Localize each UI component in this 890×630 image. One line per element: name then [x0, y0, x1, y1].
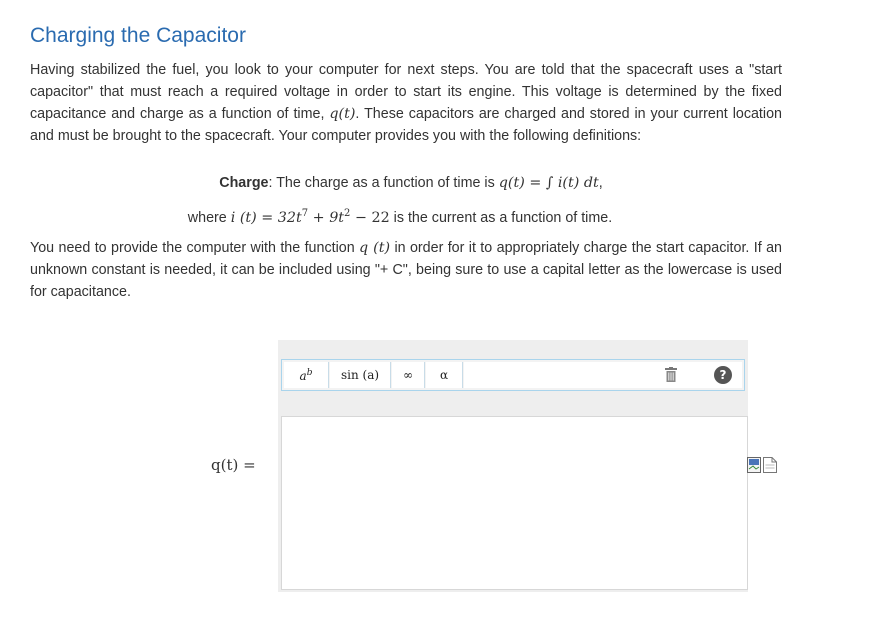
infinity-button[interactable]: ∞ [392, 362, 425, 388]
current-end: is the current as a function of time. [389, 209, 613, 226]
charge-math: q(t) = ∫ i(t) dt [498, 175, 599, 191]
toolbar-spacer [464, 362, 742, 388]
charge-label: Charge [219, 175, 269, 191]
intro-paragraph [30, 59, 782, 147]
intro-text-1: Having stabilized the fuel, you look to your computer for next steps. You are told that the spacecraft uses a "start capacitor" that must reach a required voltage in order to start its engine. This voltage is determined by the fixed capacitance and charge as a function of time, [30, 62, 782, 122]
current-math-b: + 9t [308, 209, 345, 226]
current-definition [0, 208, 845, 226]
charge-end: , [598, 175, 603, 191]
help-icon[interactable]: ? [714, 366, 732, 384]
sin-button[interactable]: sin (a) [330, 362, 391, 388]
power-icon: $a^b$ [299, 367, 313, 383]
format-icons[interactable] [747, 457, 777, 473]
where-text: where [187, 209, 231, 226]
current-exp2: 2 [344, 208, 351, 219]
current-exp1: 7 [301, 208, 309, 219]
charge-definition [0, 175, 856, 191]
answer-input[interactable] [281, 416, 748, 590]
current-math-c: − 22 [350, 209, 390, 226]
power-button[interactable] [284, 362, 329, 388]
instruction-text-1: You need to provide the computer with the function [30, 240, 360, 256]
preview-icon [748, 458, 761, 473]
math-editor [278, 340, 748, 592]
trash-icon[interactable] [664, 367, 678, 383]
intro-math: q(t) [329, 106, 356, 122]
charge-text: : The charge as a function of time is [268, 175, 499, 191]
editor-toolbar [281, 359, 745, 391]
intro-text-2: . These capacitors are charged and stored in your current location and must be brought to the spacecraft. Your computer provides you with the following definitions: [30, 106, 782, 144]
instruction-text-2: in order for it to appropriately charge the start capacitor. If an unknown constant is needed, it can be included using "+ C", being sure to use a capital letter as the lowercase is used for capacitance. [30, 240, 783, 300]
current-math-a: i (t) = 32t [230, 209, 302, 226]
instruction-math: q (t) [359, 240, 391, 256]
page-title: Charging the Capacitor [30, 24, 246, 47]
instruction-paragraph [30, 237, 782, 303]
document-icon [764, 458, 777, 473]
alpha-button[interactable]: α [426, 362, 463, 388]
answer-label: q(t) = [211, 456, 256, 474]
